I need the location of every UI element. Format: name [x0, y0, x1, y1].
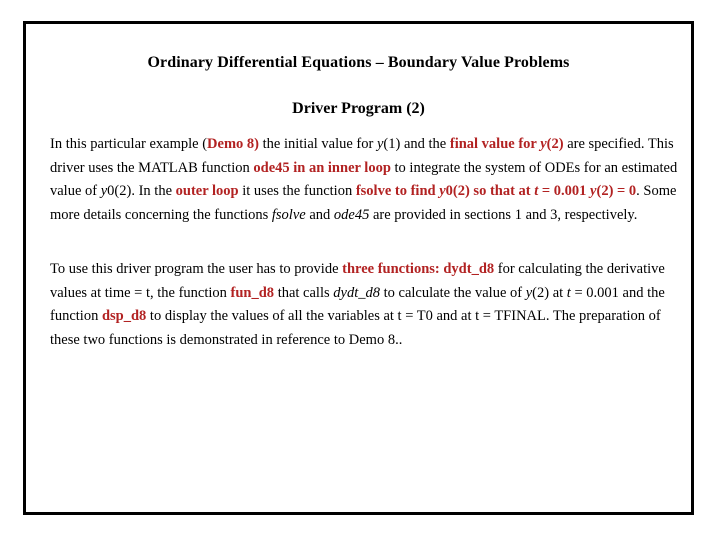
- slide-subtitle: Driver Program (2): [292, 100, 425, 117]
- final-value-label: final value for: [449, 136, 541, 152]
- condition-y-variable: y: [590, 183, 597, 200]
- outer-loop: outer loop: [175, 183, 239, 200]
- p2-text-6: = 0.001 and the function: [50, 284, 665, 325]
- y0b-variable: y: [439, 183, 446, 200]
- y0b-rest: 0(2) so that at: [445, 183, 535, 200]
- final-y-argument: (2): [546, 136, 564, 152]
- y-variable: y: [376, 136, 384, 152]
- p2-text-5: (2) at: [532, 284, 567, 301]
- p2-text-7: to display the values of all the variables at t = T0 and at t = TFINAL. The preparation of these two functions is demonstrated in reference to Demo 8..: [50, 308, 661, 348]
- paragraph-intro: [50, 133, 682, 227]
- ode45-italic: ode45: [333, 206, 370, 223]
- final-value-phrase: [450, 136, 564, 152]
- ode45-inner-loop: ode45 in an inner loop: [253, 159, 391, 176]
- demo-reference: Demo 8): [207, 136, 259, 152]
- fsolve-condition: [356, 183, 636, 199]
- p1-text-3: and the: [400, 136, 450, 152]
- p1-text-8: . Some more details concerning the functions: [50, 183, 677, 223]
- final-y-variable: y: [540, 136, 547, 152]
- p2-text-2: for calculating the derivative values at time = t, the function: [50, 261, 665, 301]
- three-functions: three functions: dydt_d8: [342, 261, 495, 277]
- p1-text-6: . In the: [131, 183, 176, 200]
- p2-text-3: that calls: [274, 284, 334, 301]
- p1-text-2: the initial value for: [258, 136, 377, 152]
- dydt-d8-italic: dydt_d8: [333, 284, 380, 301]
- p1-text-5: to integrate the system of ODEs for an estimated value of: [50, 159, 678, 200]
- p1-text-10: are provided in sections 1 and 3, respectively.: [369, 206, 638, 223]
- fun-d8: fun_d8: [230, 284, 275, 301]
- fsolve-italic: fsolve: [271, 206, 306, 223]
- condition-result: (2) = 0: [596, 183, 637, 200]
- slide-title: Ordinary Differential Equations – Boundary Value Problems: [147, 54, 570, 71]
- t-variable-2: t: [566, 284, 571, 301]
- p2-text-4: to calculate the value of: [379, 284, 526, 301]
- paragraph-usage: [50, 258, 682, 352]
- slide-frame: [23, 21, 694, 515]
- t-variable: t: [534, 183, 539, 200]
- y-variable-2: y: [525, 284, 533, 301]
- fsolve-find: fsolve to find: [355, 183, 440, 200]
- dsp-d8: dsp_d8: [101, 308, 147, 325]
- p1-text-4: are specified. This driver uses the MATLAB function: [50, 136, 674, 176]
- y0-variable: y: [100, 183, 108, 200]
- p1-text-7: it uses the function: [238, 183, 356, 200]
- y0-rest: 0(2): [107, 183, 132, 200]
- p1-text-1: In this particular example (: [50, 136, 208, 152]
- y-argument: (1): [383, 136, 401, 152]
- p2-text-1: To use this driver program the user has to provide: [50, 261, 343, 277]
- p1-text-9: and: [305, 206, 334, 223]
- condition-value: = 0.001: [538, 183, 591, 200]
